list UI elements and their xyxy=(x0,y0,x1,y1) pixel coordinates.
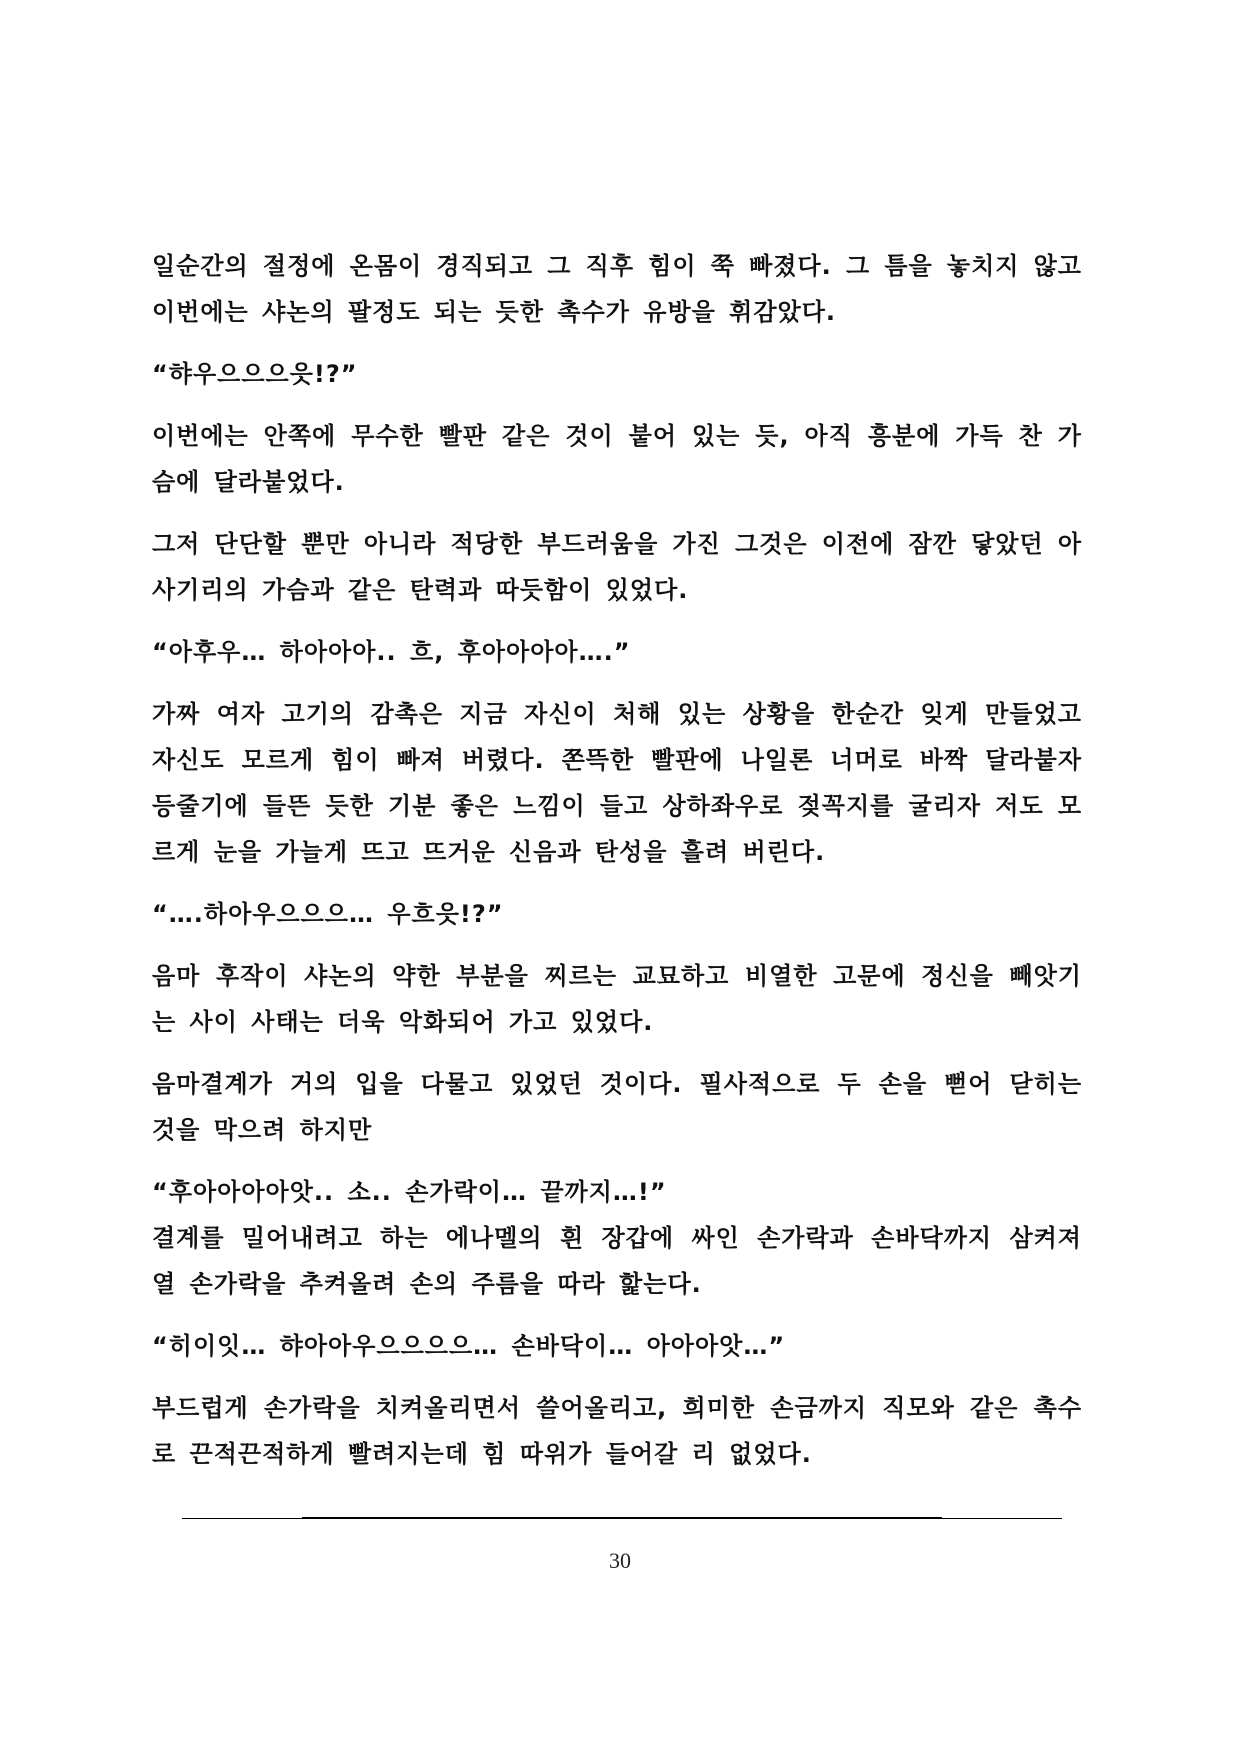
paragraph-7: 결계를 밀어내려고 하는 에나멜의 흰 장갑에 싸인 손가락과 손바닥까지 삼켜져 열 손가락을 추켜올려 손의 주름을 따라 핥는다. xyxy=(152,1224,1082,1298)
dialogue-line-3: “….하아우으으으… 우흐읏!?” xyxy=(152,900,504,928)
dialogue-line-5: “히이잇… 햐아아우으으으으… 손바닥이… 아아아앗…” xyxy=(152,1332,786,1360)
paragraph-5: 음마 후작이 샤논의 약한 부분을 찌르는 교묘하고 비열한 고문에 정신을 빼앗기는 사이 사태는 더욱 악화되어 가고 있었다. xyxy=(152,962,1082,1036)
dialogue-line-4: “후아아아아앗.. 소.. 손가락이… 끝까지…!” xyxy=(152,1178,667,1206)
dialogue-line-2: “아후우… 하아아아.. 흐, 후아아아아….” xyxy=(152,638,631,666)
paragraph-4: 가짜 여자 고기의 감촉은 지금 자신이 처해 있는 상황을 한순간 잊게 만들었고 자신도 모르게 힘이 빠져 버렸다. 쫀뜩한 빨판에 나일론 너머로 바짝 달라붙자 등줄기에 들뜬 듯한 기분 좋은 느낌이 들고 상하좌우로 젖꼭지를 굴리자 저도 모르게 눈을 가늘게 뜨고 뜨거운 신음과 탄성을 흘려 버린다. xyxy=(152,700,1082,866)
paragraph-6: 음마결계가 거의 입을 다물고 있었던 것이다. 필사적으로 두 손을 뻗어 닫히는 것을 막으려 하지만 xyxy=(152,1070,1082,1144)
paragraph-1: 일순간의 절정에 온몸이 경직되고 그 직후 힘이 쭉 빠졌다. 그 틈을 놓치지 않고 이번에는 샤논의 팔정도 되는 듯한 촉수가 유방을 휘감았다. xyxy=(152,252,1082,326)
paragraph-3: 그저 단단할 뿐만 아니라 적당한 부드러움을 가진 그것은 이전에 잠깐 닿았던 아사기리의 가슴과 같은 탄력과 따듯함이 있었다. xyxy=(152,530,1082,604)
dialogue-line-1: “햐우으으으읏!?” xyxy=(152,360,358,388)
paragraph-2: 이번에는 안쪽에 무수한 빨판 같은 것이 붙어 있는 듯, 아직 흥분에 가득 찬 가슴에 달라붙었다. xyxy=(152,422,1082,496)
page-number: 30 xyxy=(609,1548,631,1573)
footer-divider-center xyxy=(302,1517,942,1519)
page-body xyxy=(152,243,1082,1493)
paragraph-8: 부드럽게 손가락을 치켜올리면서 쓸어올리고, 희미한 손금까지 직모와 같은 촉수로 끈적끈적하게 빨려지는데 힘 따위가 들어갈 리 없었다. xyxy=(152,1394,1082,1468)
